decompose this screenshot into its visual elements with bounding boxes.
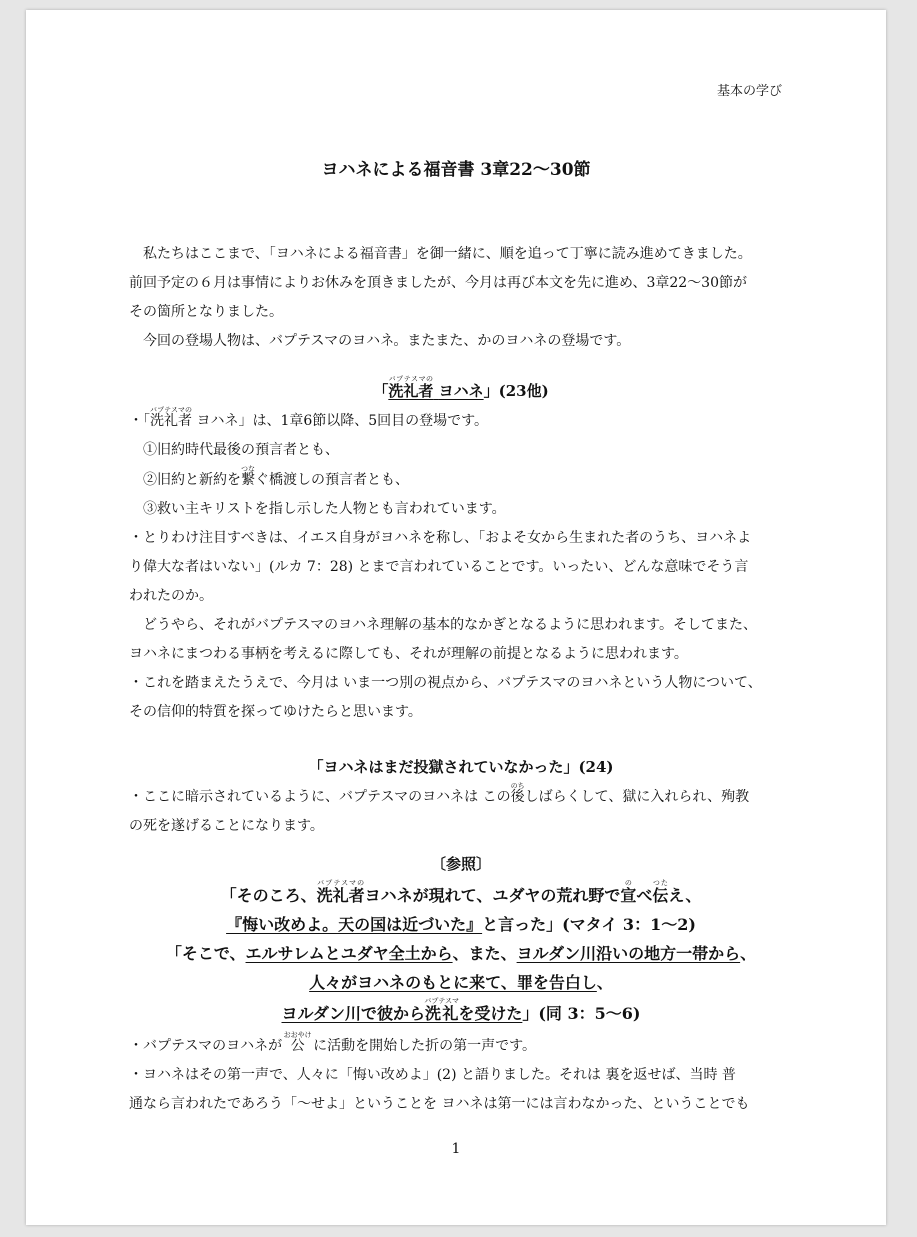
ruby-base: 公	[283, 1038, 312, 1054]
text: ヨハネが現れて、ユダヤの荒れ野で	[364, 886, 621, 905]
reference-label: 〔参照〕	[430, 855, 491, 873]
reference-block	[129, 850, 793, 1028]
body-line: り偉大な者はいない」(ルカ 7：28) とまで言われていることです。いったい、どんな意味でそう言	[129, 559, 749, 575]
ruby-text: バプテスマの	[388, 375, 434, 383]
body-line	[129, 1031, 793, 1061]
section-heading: 「ヨハネはまだ投獄されていなかった」(24)	[308, 758, 614, 776]
ruby	[652, 879, 669, 905]
text: 、また、	[452, 944, 517, 963]
body-line: ・これを踏まえたうえで、今月は いま一つ別の視点から、バプテスマのヨハネという人物について、	[129, 675, 762, 691]
text: に活動を開始した折の第一声です。	[308, 1038, 536, 1054]
text: ・「	[129, 413, 150, 429]
underlined-text: エルサレムとユダヤ全土から	[245, 944, 453, 963]
ruby-base: 洗礼	[424, 1004, 459, 1023]
underlined-text: 人々がヨハネのもとに来て、罪を告白し	[309, 973, 597, 992]
ruby	[510, 782, 525, 805]
ruby-text: バプテスマの	[316, 879, 365, 887]
text: ・ここに暗示されているように、バプテスマのヨハネは この	[129, 789, 511, 805]
ruby-text: のち	[510, 782, 525, 790]
ruby-text: の	[620, 879, 637, 887]
body-line: われたのか。	[129, 588, 213, 604]
ruby-text: つな	[241, 465, 255, 473]
heading-close: 」(23他)	[483, 382, 549, 400]
text: え、	[668, 886, 702, 905]
text: 、	[740, 944, 757, 963]
underlined-text	[281, 997, 523, 1023]
ruby	[316, 879, 365, 905]
section-prison	[129, 753, 793, 841]
list-item: ①旧約時代最後の預言者とも、	[143, 442, 339, 458]
intro-line: 私たちはここまで、「ヨハネによる福音書」を御一緒に、順を追って丁寧に読み進めてきました。	[129, 246, 752, 262]
body-line	[129, 782, 793, 812]
body-line: 通なら言われたであろう「〜せよ」ということを ヨハネは第一には言わなかった、ということでも	[129, 1096, 750, 1112]
intro-line: その箇所となりました。	[129, 304, 283, 320]
body-line: ・とりわけ注目すべきは、イエス自身がヨハネを称し、「およそ女から生まれた者のうち、ヨハネよ	[129, 530, 752, 546]
reference-line	[129, 910, 793, 939]
body-line: ・ヨハネはその第一声で、人々に「悔い改めよ」(2) と語りました。それは 裏を返せば、当時 普	[129, 1067, 736, 1083]
ruby	[241, 465, 255, 488]
text: しばらくして、獄に入れられ、殉教	[524, 789, 750, 805]
underlined-text: 『悔い改めよ。天の国は近づいた』	[226, 915, 483, 934]
document-page	[26, 10, 886, 1225]
intro-block	[129, 240, 793, 356]
intro-line: 今回の登場人物は、バプテスマのヨハネ。またまた、かのヨハネの登場です。	[129, 333, 631, 349]
list-item: ③救い主キリストを指し示した人物とも言われています。	[143, 501, 506, 517]
body-line: どうやら、それがバプテスマのヨハネ理解の基本的なかぎとなるように思われます。そしてまた、	[129, 617, 758, 633]
ruby-base: 洗礼者	[316, 886, 365, 905]
section-baptist	[129, 375, 793, 727]
text: ヨハネ」は、1章6節以降、5回目の登場です。	[196, 413, 489, 429]
body-line: の死を遂げることになります。	[129, 818, 324, 834]
body-line: その信仰的特質を探ってゆけたらと思います。	[129, 704, 422, 720]
ruby-text: おおやけ	[283, 1031, 312, 1039]
heading-open: 「	[373, 382, 389, 400]
text: と言った」(マタイ 3：1〜2)	[482, 915, 696, 934]
section-first-words	[129, 1031, 793, 1119]
ruby-base: 伝	[652, 886, 669, 905]
text: ヨルダン川で彼から	[281, 1004, 426, 1023]
body-line	[129, 406, 793, 436]
heading-ruby	[388, 375, 434, 400]
text: 「そこで、	[165, 944, 246, 963]
ruby-base: 宣	[620, 886, 637, 905]
header-label: 基本の学び	[716, 84, 782, 99]
page-number: 1	[451, 1141, 461, 1157]
body-line: ヨハネにまつわる事柄を考えるに際しても、それが理解の前提となるように思われます。	[129, 646, 688, 662]
ruby-text: つた	[652, 879, 669, 887]
ruby-base: 洗礼者	[150, 413, 192, 429]
ruby-base: 洗礼者	[388, 382, 434, 400]
intro-line: 前回予定の６月は事情によりお休みを頂きましたが、今月は再び本文を先に進め、3章22〜30節が	[129, 275, 747, 291]
ruby	[283, 1031, 312, 1054]
text: を受けた	[458, 1004, 523, 1023]
ruby	[620, 879, 637, 905]
reference-line	[129, 968, 793, 997]
underlined-text: ヨルダン川沿いの地方一帯から	[516, 944, 741, 963]
heading-name: ヨハネ	[438, 382, 484, 400]
text: ②旧約と新約を	[143, 472, 241, 488]
ruby-base: 繋	[241, 472, 255, 488]
section-heading	[129, 375, 793, 406]
heading-underlined	[388, 375, 484, 400]
list-item	[129, 465, 793, 495]
text: 、	[596, 973, 613, 992]
reference-line	[129, 879, 793, 910]
ruby-text: バプテスマの	[150, 406, 192, 414]
text: 「そのころ、	[220, 886, 317, 905]
reference-line	[129, 939, 793, 968]
reference-line	[129, 997, 793, 1028]
ruby-base: 後	[510, 789, 525, 805]
text: 」(同 3：5〜6)	[522, 1004, 641, 1023]
ruby-text: バプテスマ	[424, 997, 459, 1005]
text: ぐ橋渡しの預言者とも、	[255, 472, 409, 488]
text: べ	[636, 886, 653, 905]
text: ・バプテスマのヨハネが	[129, 1038, 287, 1054]
ruby	[150, 406, 192, 429]
document-title: ヨハネによる福音書 3章22〜30節	[321, 160, 591, 180]
ruby	[424, 997, 459, 1023]
